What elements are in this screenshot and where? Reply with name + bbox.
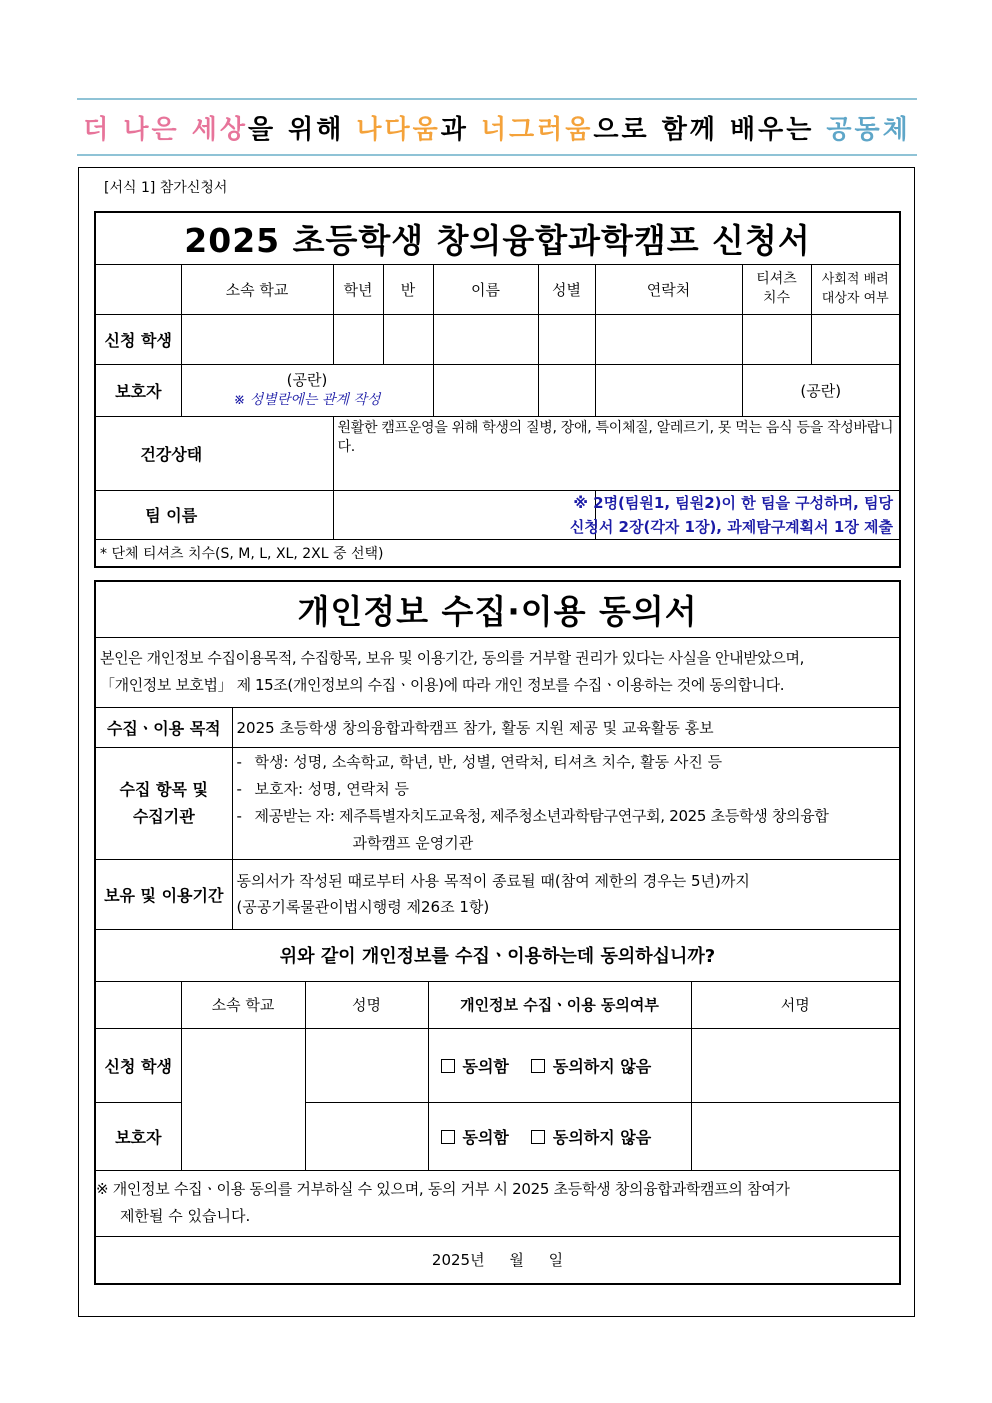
header-social: 사회적 배려 대상자 여부 — [811, 264, 900, 314]
items-list — [232, 747, 900, 859]
student-school-field[interactable] — [181, 314, 333, 364]
header-grade: 학년 — [333, 264, 383, 314]
student-gender-field[interactable] — [538, 314, 595, 364]
guardian-disagree-checkbox[interactable] — [531, 1130, 545, 1144]
consent-footnote — [95, 1170, 900, 1236]
sig-guardian-label: 보호자 — [95, 1102, 181, 1170]
slogan-segment: 과 — [440, 114, 481, 145]
header-name: 이름 — [433, 264, 538, 314]
slogan-bar — [77, 98, 917, 156]
student-consent-options — [428, 1028, 691, 1102]
guardian-consent-options — [428, 1102, 691, 1170]
slogan-segment: 너그러움 — [480, 114, 594, 145]
consent-title: 개인정보 수집·이용 동의서 — [95, 581, 900, 637]
items-label — [95, 747, 232, 859]
guardian-blank-cell — [181, 364, 433, 416]
team-note-line-1: ※ 2명(팀원1, 팀원2)이 한 팀을 구성하며, 팀당 — [573, 493, 894, 512]
guardian-agree-label: 동의함 — [462, 1127, 509, 1147]
consent-footnote-line-2: 제한될 수 있습니다. — [120, 1207, 251, 1225]
sig-student-name-field[interactable] — [305, 1028, 428, 1102]
sig-student-label: 신청 학생 — [95, 1028, 181, 1102]
guardian-blank-right: (공란) — [742, 364, 900, 416]
header-tshirt: 티셔츠 치수 — [742, 264, 811, 314]
slogan-segment: 으로 함께 배우는 — [593, 114, 827, 145]
guardian-row-label: 보호자 — [95, 364, 181, 416]
sig-header-name: 성명 — [305, 981, 428, 1028]
consent-intro — [95, 637, 900, 707]
student-contact-field[interactable] — [595, 314, 742, 364]
header-school: 소속 학교 — [181, 264, 333, 314]
sig-header-agree: 개인정보 수집ㆍ이용 동의여부 — [428, 981, 691, 1028]
purpose-text: 2025 초등학생 창의융합과학캠프 참가, 활동 지원 제공 및 교육활동 홍보 — [232, 707, 900, 747]
student-name-field[interactable] — [433, 314, 538, 364]
guardian-agree-checkbox[interactable] — [441, 1130, 455, 1144]
consent-intro-line-2: 「개인정보 보호법」 제 15조(개인정보의 수집ㆍ이용)에 따라 개인 정보를 수집ㆍ이용하는 것에 동의합니다. — [100, 676, 785, 694]
team-note — [569, 490, 900, 539]
guardian-name-field[interactable] — [433, 364, 538, 416]
slogan — [83, 109, 910, 146]
consent-table — [94, 580, 901, 1285]
sig-student-sign-field[interactable] — [691, 1028, 900, 1102]
items-list-item: - 보호자: 성명, 연락처 등 — [236, 780, 410, 798]
form-label: [서식 1] 참가신청서 — [104, 180, 228, 196]
tshirt-note: * 단체 티셔츠 치수(S, M, L, XL, 2XL 중 선택) — [95, 539, 900, 567]
student-class-field[interactable] — [383, 314, 433, 364]
retention-label: 보유 및 이용기간 — [95, 859, 232, 929]
team-note-line-2: 신청서 2장(각자 1장), 과제탐구계획서 1장 제출 — [569, 517, 894, 536]
student-social-field[interactable] — [811, 314, 900, 364]
retention-line-2: (공공기록물관이법시행령 제26조 1항) — [236, 898, 490, 916]
header-class: 반 — [383, 264, 433, 314]
student-agree-label: 동의함 — [462, 1056, 509, 1076]
guardian-note: ※ 성별란에는 관계 작성 — [233, 392, 381, 408]
student-tshirt-field[interactable] — [742, 314, 811, 364]
student-grade-field[interactable] — [333, 314, 383, 364]
application-title: 2025 초등학생 창의융합과학캠프 신청서 — [95, 212, 900, 264]
header-empty — [95, 264, 181, 314]
consent-date[interactable]: 2025년 월 일 — [95, 1236, 900, 1284]
purpose-label: 수집ㆍ이용 목적 — [95, 707, 232, 747]
health-field[interactable]: 원활한 캠프운영을 위해 학생의 질병, 장애, 특이체질, 알레르기, 못 먹는 음식 등을 작성바랍니다. — [333, 416, 900, 490]
consent-footnote-line-1: ※ 개인정보 수집ㆍ이용 동의를 거부하실 수 있으며, 동의 거부 시 2025 초등학생 창의융합과학캠프의 참여가 — [96, 1180, 790, 1198]
sig-guardian-name-field[interactable] — [305, 1102, 428, 1170]
consent-question: 위와 같이 개인정보를 수집ㆍ이용하는데 동의하십니까? — [95, 929, 900, 981]
health-label: 건강상태 — [95, 416, 333, 490]
retention-text — [232, 859, 900, 929]
student-agree-checkbox[interactable] — [441, 1059, 455, 1073]
items-list-item: - 제공받는 자: 제주특별자치도교육청, 제주청소년과학탐구연구회, 2025 초등학생 창의융합 — [236, 807, 829, 825]
sig-guardian-sign-field[interactable] — [691, 1102, 900, 1170]
guardian-contact-field[interactable] — [595, 364, 742, 416]
student-disagree-checkbox[interactable] — [531, 1059, 545, 1073]
sig-school-field[interactable] — [181, 1028, 305, 1170]
student-row-label: 신청 학생 — [95, 314, 181, 364]
items-label-line-1: 수집 항목 및 — [119, 780, 208, 799]
slogan-segment: 더 나은 세상 — [83, 114, 248, 145]
sig-header-school: 소속 학교 — [181, 981, 305, 1028]
slogan-segment: 나다움 — [356, 114, 441, 145]
header-gender: 성별 — [538, 264, 595, 314]
slogan-segment: 을 위해 — [247, 114, 357, 145]
sig-header-sign: 서명 — [691, 981, 900, 1028]
guardian-disagree-label: 동의하지 않음 — [552, 1127, 652, 1147]
items-label-line-2: 수집기관 — [132, 807, 195, 826]
application-table — [94, 211, 901, 568]
items-list-continuation: 과학캠프 운영기관 — [352, 834, 474, 852]
sig-header-empty — [95, 981, 181, 1028]
student-disagree-label: 동의하지 않음 — [552, 1056, 652, 1076]
guardian-blank: (공란) — [286, 371, 328, 389]
slogan-segment: 공동체 — [826, 114, 911, 145]
consent-intro-line-1: 본인은 개인정보 수집이용목적, 수집항목, 보유 및 이용기간, 동의를 거부할 권리가 있다는 사실을 안내받았으며, — [100, 649, 804, 667]
guardian-relation-field[interactable] — [538, 364, 595, 416]
retention-line-1: 동의서가 작성된 때로부터 사용 목적이 종료될 때(참여 제한의 경우는 5년)까지 — [236, 872, 750, 890]
header-contact: 연락처 — [595, 264, 742, 314]
items-list-item: - 학생: 성명, 소속학교, 학년, 반, 성별, 연락처, 티셔츠 치수, 활동 사진 등 — [236, 753, 723, 771]
team-label: 팀 이름 — [95, 490, 333, 539]
